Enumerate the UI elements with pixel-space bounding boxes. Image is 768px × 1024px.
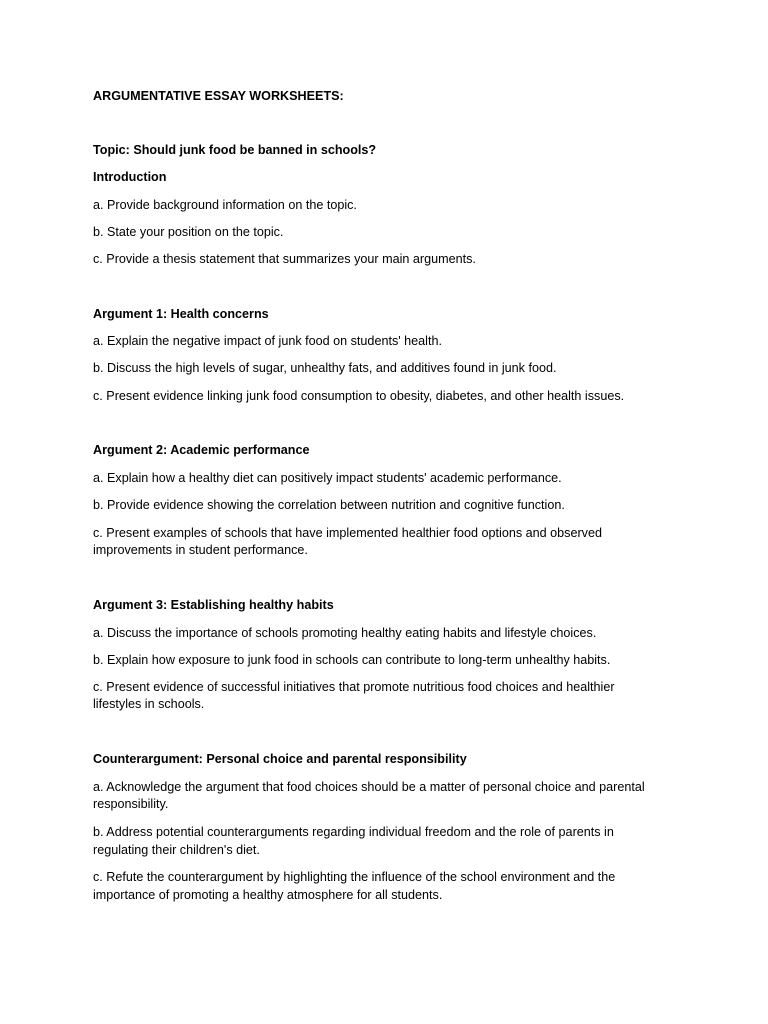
intro-item-a: a. Provide background information on the topic. — [93, 198, 357, 212]
counter-item-c-line2: importance of promoting a healthy atmosphere for all students. — [93, 888, 443, 902]
arg3-item-c-line1: c. Present evidence of successful initiatives that promote nutritious food choices and healthier — [93, 680, 615, 694]
counter-item-c-line1: c. Refute the counterargument by highlighting the influence of the school environment and the — [93, 870, 616, 884]
counter-item-a-line1: a. Acknowledge the argument that food choices should be a matter of personal choice and parental — [93, 780, 645, 794]
arg2-item-c-line2: improvements in student performance. — [93, 543, 308, 557]
topic-line: Topic: Should junk food be banned in schools? — [93, 143, 377, 157]
document-heading: ARGUMENTATIVE ESSAY WORKSHEETS: — [93, 89, 344, 103]
arg3-title: Argument 3: Establishing healthy habits — [93, 598, 334, 612]
arg1-title: Argument 1: Health concerns — [93, 307, 269, 321]
arg2-item-c-line1: c. Present examples of schools that have implemented healthier food options and observed — [93, 526, 602, 540]
arg1-item-b: b. Discuss the high levels of sugar, unhealthy fats, and additives found in junk food. — [93, 361, 557, 375]
arg3-item-a: a. Discuss the importance of schools promoting healthy eating habits and lifestyle choices. — [93, 626, 597, 640]
arg2-item-a: a. Explain how a healthy diet can positively impact students' academic performance. — [93, 471, 562, 485]
arg3-item-b: b. Explain how exposure to junk food in schools can contribute to long-term unhealthy habits. — [93, 653, 611, 667]
arg2-title: Argument 2: Academic performance — [93, 443, 310, 457]
intro-title: Introduction — [93, 170, 167, 184]
counter-item-b-line1: b. Address potential counterarguments regarding individual freedom and the role of parents in — [93, 825, 614, 839]
counter-item-b-line2: regulating their children's diet. — [93, 843, 260, 857]
intro-item-c: c. Provide a thesis statement that summarizes your main arguments. — [93, 252, 476, 266]
arg3-item-c-line2: lifestyles in schools. — [93, 697, 205, 711]
arg1-item-c: c. Present evidence linking junk food consumption to obesity, diabetes, and other health issues. — [93, 389, 625, 403]
counter-title: Counterargument: Personal choice and parental responsibility — [93, 752, 467, 766]
intro-item-b: b. State your position on the topic. — [93, 225, 284, 239]
arg2-item-b: b. Provide evidence showing the correlation between nutrition and cognitive function. — [93, 498, 565, 512]
counter-item-a-line2: responsibility. — [93, 797, 169, 811]
arg1-item-a: a. Explain the negative impact of junk food on students' health. — [93, 334, 442, 348]
